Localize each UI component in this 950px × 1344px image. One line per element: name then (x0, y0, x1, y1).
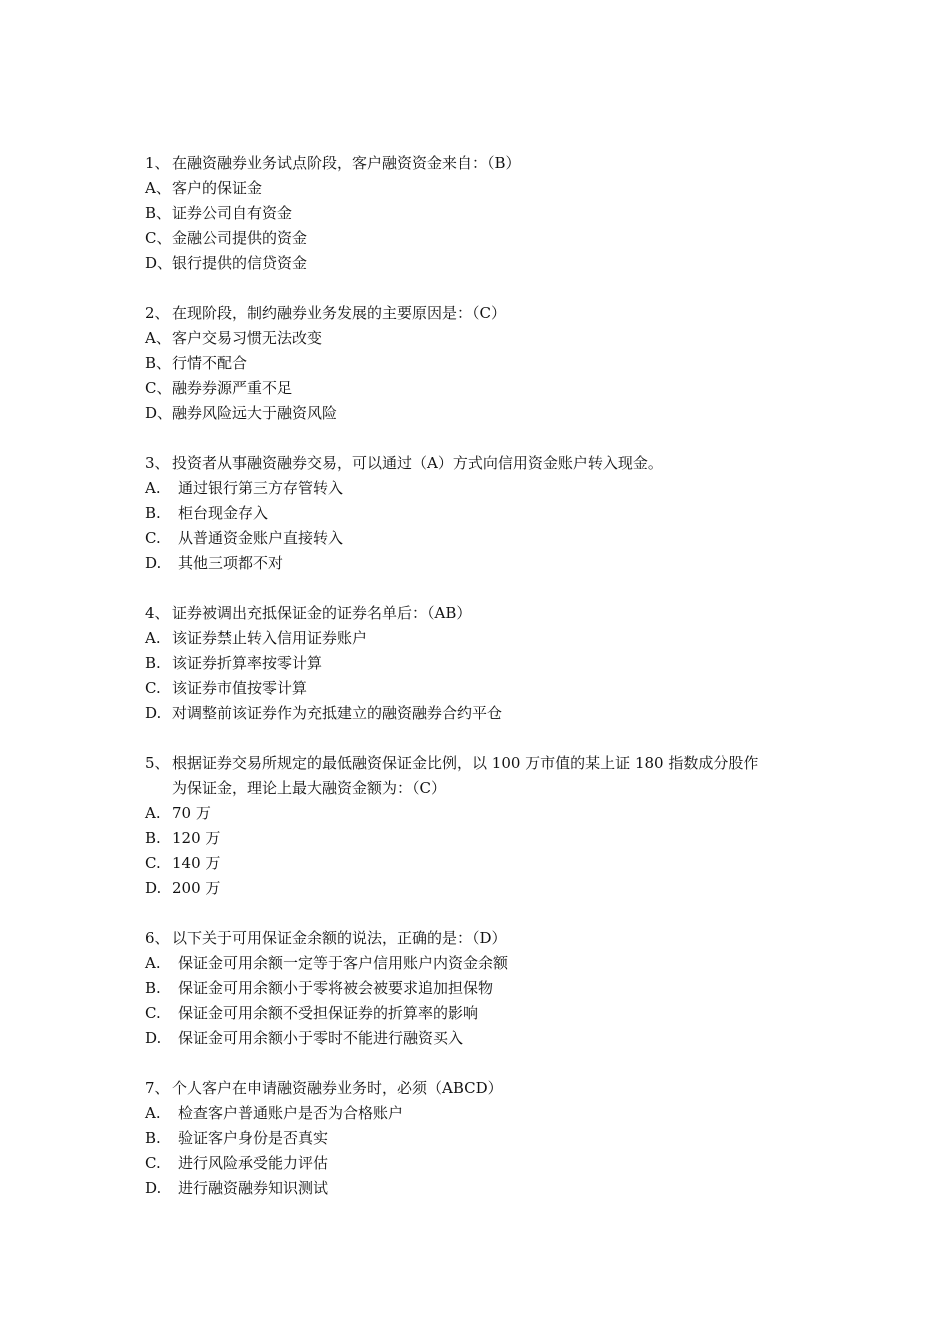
option-b (145, 826, 845, 851)
option-label: A. (145, 479, 161, 497)
option-text: 该证券禁止转入信用证券账户 (172, 629, 368, 647)
question-stem (145, 301, 845, 326)
option-d (145, 1176, 845, 1201)
option-label: A. (145, 804, 161, 822)
question-stem (145, 926, 845, 951)
option-b (145, 201, 845, 226)
option-b (145, 351, 845, 376)
option-text: 进行融资融券知识测试 (178, 1179, 329, 1197)
option-label: A. (145, 954, 161, 972)
question-stem-continued (145, 776, 845, 801)
question-number: 5、 (145, 754, 170, 772)
option-b (145, 976, 845, 1001)
question-number: 4、 (145, 604, 170, 622)
question-text: 为保证金，理论上最大融资金额为：（C） (172, 779, 446, 797)
option-c (145, 676, 845, 701)
option-a (145, 801, 845, 826)
option-text: 融券风险远大于融资风险 (172, 404, 338, 422)
option-label: B、 (145, 354, 172, 372)
question-7 (145, 1076, 845, 1201)
option-label: C、 (145, 379, 172, 397)
option-text: 柜台现金存入 (178, 504, 269, 522)
question-number: 7、 (145, 1079, 170, 1097)
question-stem (145, 601, 845, 626)
option-text: 金融公司提供的资金 (172, 229, 308, 247)
option-a (145, 476, 845, 501)
option-label: A、 (145, 179, 171, 197)
question-stem (145, 151, 845, 176)
option-label: D、 (145, 254, 173, 272)
option-label: D. (145, 554, 162, 572)
option-text: 保证金可用余额小于零时不能进行融资买入 (178, 1029, 464, 1047)
option-label: B. (145, 829, 161, 847)
option-text: 70 万 (172, 804, 211, 822)
option-c (145, 526, 845, 551)
question-number: 3、 (145, 454, 170, 472)
option-b (145, 651, 845, 676)
option-label: D. (145, 1179, 162, 1197)
option-text: 对调整前该证券作为充抵建立的融资融券合约平仓 (172, 704, 503, 722)
option-label: C. (145, 529, 161, 547)
option-text: 检查客户普通账户是否为合格账户 (178, 1104, 404, 1122)
option-text: 进行风险承受能力评估 (178, 1154, 329, 1172)
question-4 (145, 601, 845, 726)
option-label: C、 (145, 229, 172, 247)
option-text: 银行提供的信贷资金 (172, 254, 308, 272)
option-c (145, 1151, 845, 1176)
option-label: B. (145, 979, 161, 997)
option-text: 保证金可用余额不受担保证券的折算率的影响 (178, 1004, 479, 1022)
question-stem (145, 1076, 845, 1101)
option-label: A. (145, 629, 161, 647)
option-d (145, 251, 845, 276)
question-stem (145, 451, 845, 476)
option-label: A. (145, 1104, 161, 1122)
option-label: C. (145, 1154, 161, 1172)
option-text: 该证券市值按零计算 (172, 679, 308, 697)
option-label: C. (145, 854, 161, 872)
question-text: 投资者从事融资融券交易，可以通过（A）方式向信用资金账户转入现金。 (172, 454, 663, 472)
option-label: D. (145, 704, 162, 722)
option-d (145, 1026, 845, 1051)
option-text: 保证金可用余额小于零将被会被要求追加担保物 (178, 979, 494, 997)
question-2 (145, 301, 845, 426)
option-label: B、 (145, 204, 172, 222)
question-6 (145, 926, 845, 1051)
option-label: B. (145, 654, 161, 672)
option-a (145, 626, 845, 651)
question-number: 1、 (145, 154, 170, 172)
option-label: D. (145, 879, 162, 897)
option-a (145, 951, 845, 976)
question-text: 个人客户在申请融资融券业务时，必须（ABCD） (172, 1079, 503, 1097)
option-c (145, 1001, 845, 1026)
option-c (145, 376, 845, 401)
option-d (145, 876, 845, 901)
question-text: 根据证券交易所规定的最低融资保证金比例，以 100 万市值的某上证 180 指数成分股作 (172, 754, 759, 772)
option-text: 该证券折算率按零计算 (172, 654, 323, 672)
option-d (145, 401, 845, 426)
question-text: 在现阶段，制约融券业务发展的主要原因是：（C） (172, 304, 506, 322)
question-stem (145, 751, 845, 776)
option-b (145, 501, 845, 526)
option-text: 200 万 (172, 879, 221, 897)
option-text: 客户的保证金 (172, 179, 263, 197)
question-text: 以下关于可用保证金余额的说法，正确的是：（D） (172, 929, 507, 947)
question-number: 6、 (145, 929, 170, 947)
question-number: 2、 (145, 304, 170, 322)
option-text: 行情不配合 (172, 354, 248, 372)
option-a (145, 326, 845, 351)
option-text: 通过银行第三方存管转入 (178, 479, 344, 497)
option-label: C. (145, 679, 161, 697)
option-c (145, 226, 845, 251)
option-text: 120 万 (172, 829, 221, 847)
option-text: 融券券源严重不足 (172, 379, 293, 397)
question-text: 在融资融券业务试点阶段，客户融资资金来自：（B） (172, 154, 521, 172)
option-label: D. (145, 1029, 162, 1047)
option-d (145, 701, 845, 726)
option-label: B. (145, 1129, 161, 1147)
option-b (145, 1126, 845, 1151)
option-a (145, 1101, 845, 1126)
option-text: 从普通资金账户直接转入 (178, 529, 344, 547)
option-text: 验证客户身份是否真实 (178, 1129, 329, 1147)
option-text: 客户交易习惯无法改变 (172, 329, 323, 347)
option-a (145, 176, 845, 201)
question-1 (145, 151, 845, 276)
question-5 (145, 751, 845, 901)
question-text: 证券被调出充抵保证金的证券名单后：（AB） (172, 604, 472, 622)
option-label: D、 (145, 404, 173, 422)
option-text: 证券公司自有资金 (172, 204, 293, 222)
option-label: A、 (145, 329, 171, 347)
option-text: 保证金可用余额一定等于客户信用账户内资金余额 (178, 954, 509, 972)
option-label: B. (145, 504, 161, 522)
option-text: 140 万 (172, 854, 221, 872)
document-page (145, 151, 845, 1226)
option-d (145, 551, 845, 576)
option-c (145, 851, 845, 876)
question-3 (145, 451, 845, 576)
option-text: 其他三项都不对 (178, 554, 284, 572)
option-label: C. (145, 1004, 161, 1022)
